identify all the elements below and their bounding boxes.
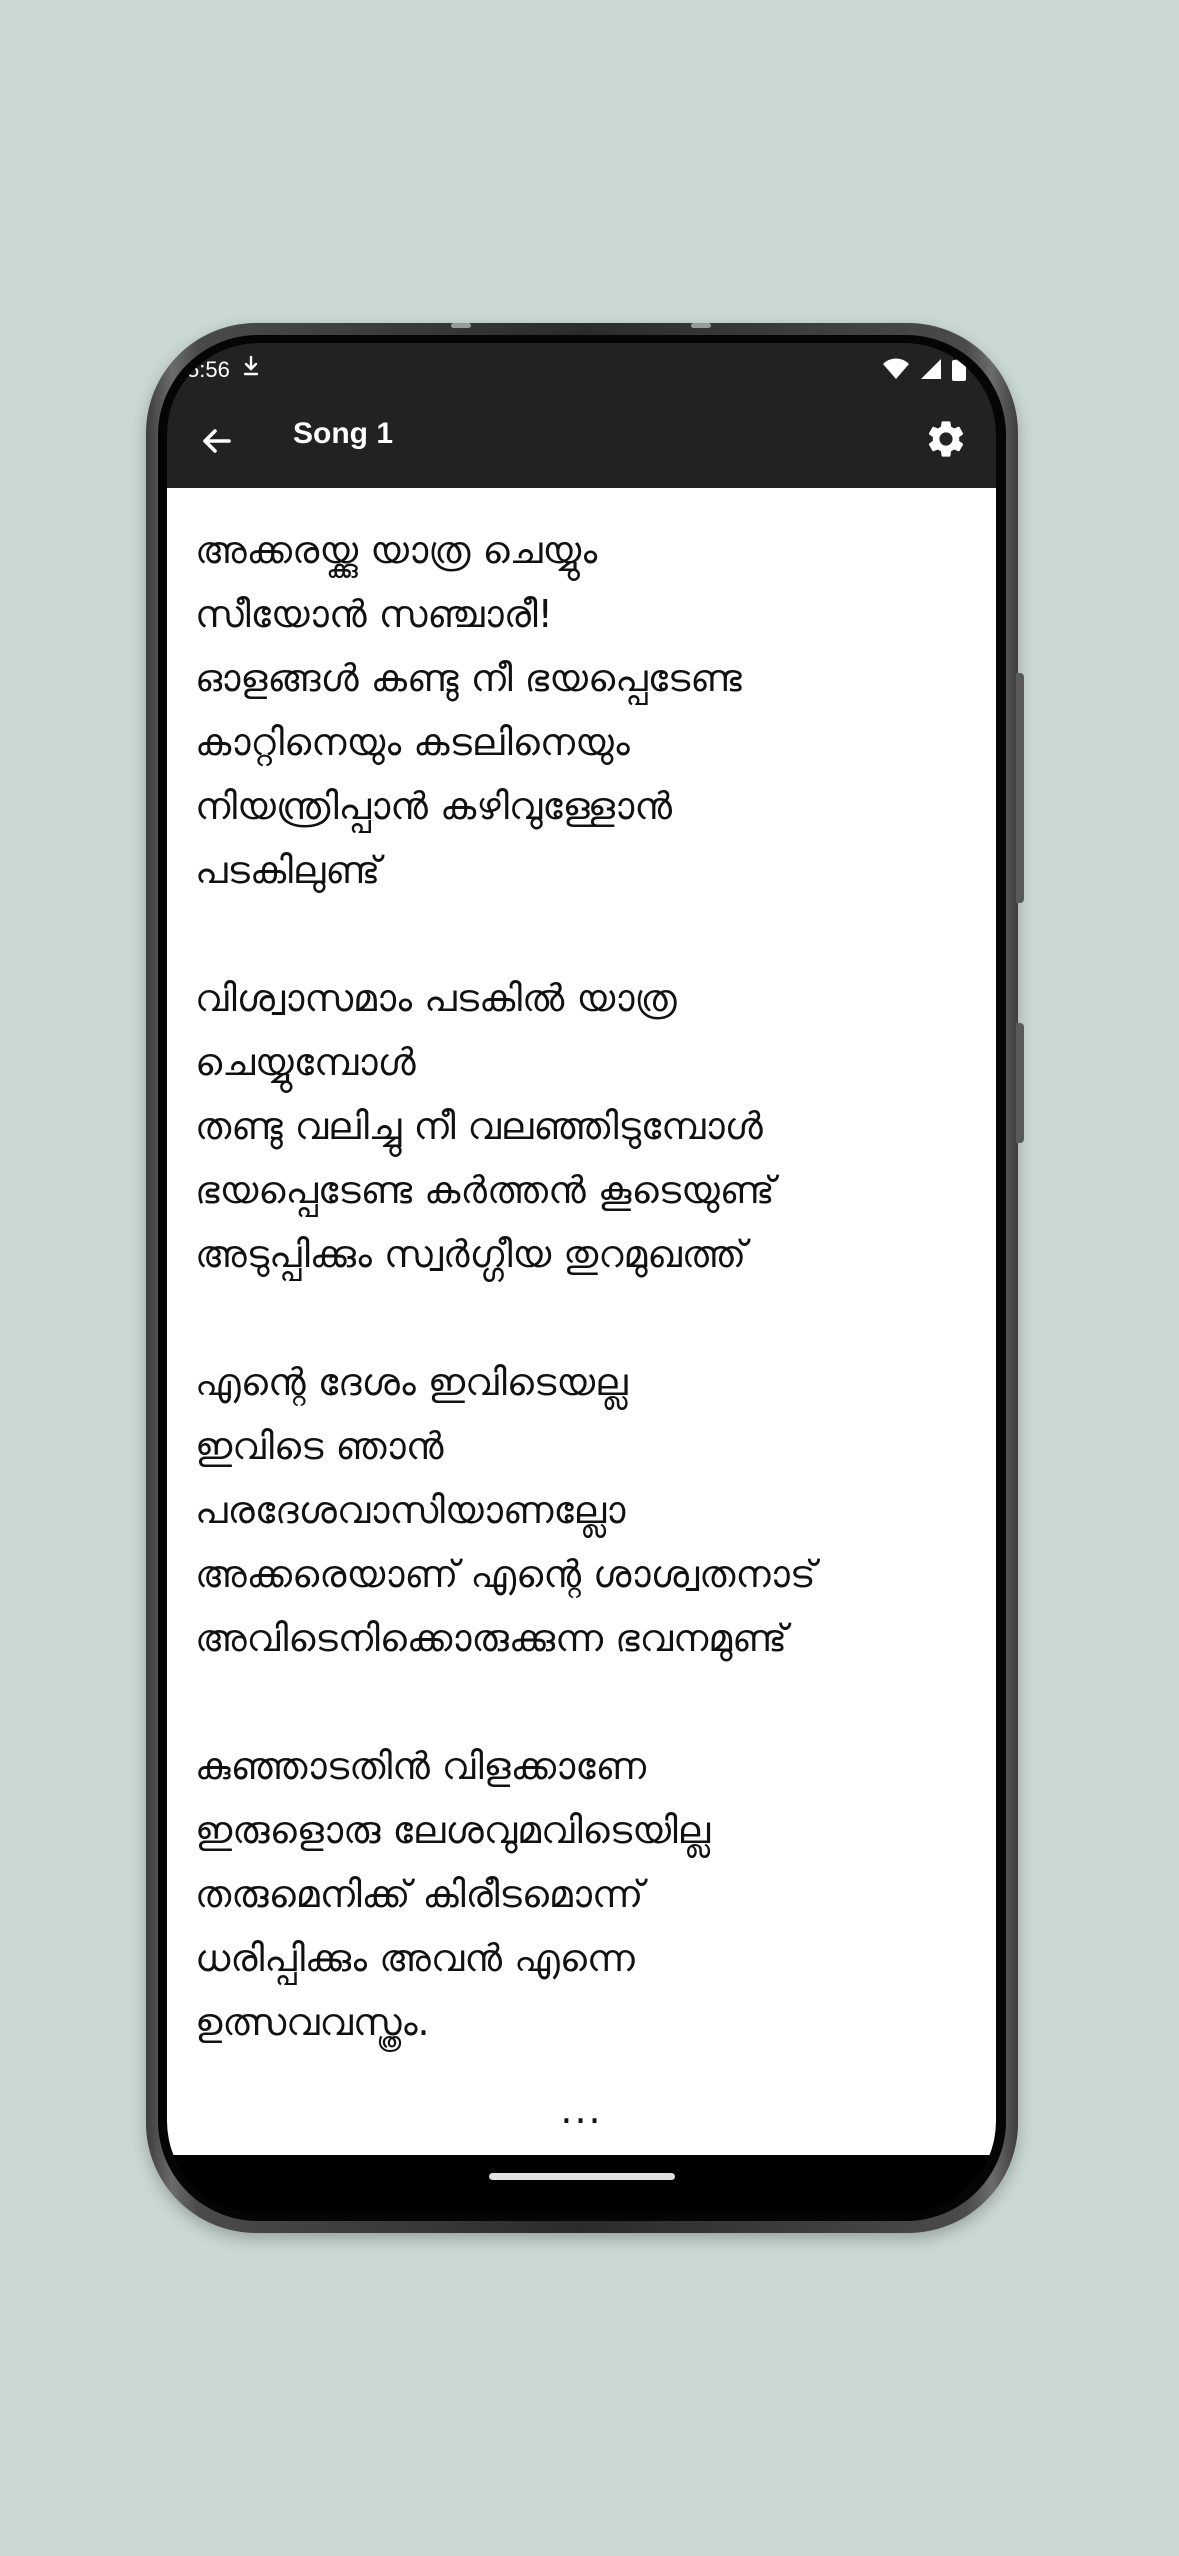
page-title: Song 1	[293, 417, 394, 450]
download-arrow-icon	[242, 355, 260, 382]
settings-button[interactable]	[924, 417, 968, 461]
gear-icon	[924, 446, 968, 465]
status-icons	[882, 357, 966, 381]
status-time: 5:56	[187, 357, 230, 382]
more-indicator: ...	[560, 2088, 603, 2132]
home-indicator[interactable]	[489, 2173, 675, 2180]
power-button	[1016, 673, 1024, 903]
lyrics-text: അക്കരയ്ക്കു യാത്ര ചെയ്യും സീയോൻ സഞ്ചാരീ! ഓളങ്ങൾ കണ്ടു നീ ഭയപ്പെടേണ്ട കാറ്റിനെയും കടലിനെയും നിയന്ത്രിപ്പാൻ കഴിവുള്ളോൻ പടകിലുണ്ട് വിശ്വാസമാം പടകിൽ യാത്ര ചെയ്യുമ്പോൾ തണ്ടു വലിച്ചു നീ വലഞ്ഞിടുമ്പോൾ ഭയപ്പെടേണ്ട കർത്തൻ കൂടെയുണ്ട് അടുപ്പിക്കും സ്വർഗ്ഗീയ തുറമുഖത്ത് എന്റെ ദേശം ഇവിടെയല്ല ഇവിടെ ഞാൻ പരദേശവാസിയാണല്ലോ അക്കരെയാണ് എന്റെ ശാശ്വതനാട് അവിടെനിക്കൊരുക്കുന്ന ഭവനമുണ്ട് കുഞ്ഞാടതിൻ വിളക്കാണേ ഇരുളൊരു ലേശവുമവിടെയില്ല തരുമെനിക്ക് കിരീടമൊന്ന് ധരിപ്പിക്കും അവൻ എന്നെ ഉത്സവവസ്ത്രം.	[195, 528, 816, 2044]
navigation-bar	[167, 2155, 996, 2213]
app-bar	[167, 393, 996, 488]
phone-top-slit	[451, 323, 471, 328]
battery-icon	[952, 357, 966, 381]
wifi-icon	[882, 358, 910, 380]
screen	[167, 343, 996, 2213]
phone-top-slit	[691, 323, 711, 328]
arrow-left-icon	[195, 448, 239, 467]
volume-button	[1016, 1023, 1024, 1143]
signal-icon	[920, 358, 942, 380]
back-button[interactable]	[195, 419, 239, 463]
lyrics-view[interactable]	[167, 488, 996, 2155]
